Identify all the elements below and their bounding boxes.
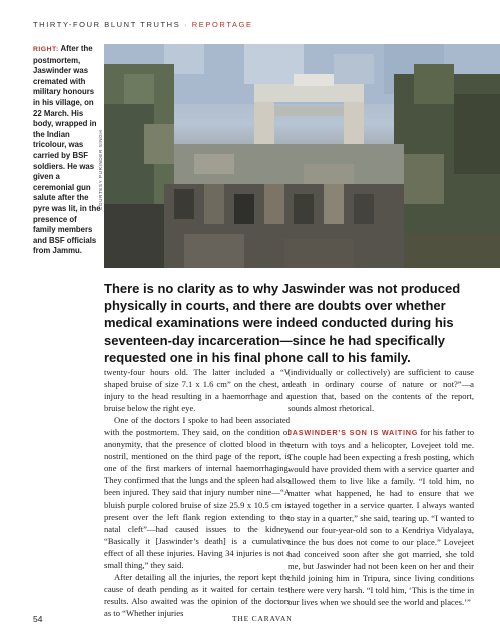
body-paragraph: (individually or collectively) are sufficient to cause death in ordinary course of nature or not?”—a question that, based on the contents of the report, sounds almost rhetorical.: [288, 367, 474, 414]
body-paragraph: After detailing all the injuries, the report kept the cause of death pending as it waited for certain test results. Also awaited was the opinion of the doctors as to “Whether injuries: [104, 571, 290, 618]
body-column-1: [104, 366, 290, 619]
caption-text: After the postmortem, Jaswinder was cremated with military honours in his village, on 22 March. His body, wrapped in the Indian tricolour, was carried by BSF soldiers. He was given a ceremonial gun salute after the pyre was lit, in the presence of family members and BSF officials from Jammu.: [33, 44, 101, 256]
body-paragraph: One of the doctors I spoke to had been associated with the postmortem. They said, on the condition of anonymity, that the presence of clotted blood in the nostril, mentioned on the third page of the report, is one of the first markers of internal haemorrhaging. They confirmed that the lungs and the spleen had also been injured. They said that injury number nine—“A bluish purple colored bruise of size 25.9 x 10.5 cm is present over the left flank region extending to the natal cleft”—had caused issues to the kidney. “Basically it [Jaswinder’s death] is a cumulative effect of all these injuries. Having 34 injuries is not a small thing,” they said.: [104, 415, 290, 570]
running-head: [33, 20, 253, 29]
section-lead-in: JASWINDER’S SON IS WAITING: [288, 428, 419, 438]
running-head-separator: ·: [180, 20, 192, 29]
section-paragraph-text: for his father to return with toys and a helicopter, Lovejeet told me. The couple had been expecting a fresh posting, which would have provided them with a service quarter and allowed them to live like a family. “I told him, no matter what happened, he had to ensure that we stayed together in a service quarter. I always wanted to stay in a quarter,” she said, tearing up. “I wanted to send our four-year-old son to a Kendriya Vidyalaya, since the bus does not come to our place.” Lovejeet had conceived soon after she got married, she told me, but Jaswinder had not been keen on her and their child joining him in Tripura, since living conditions there were very harsh. “I told him, ‘This is the time in our lives when we should see the world and places.’”: [288, 427, 474, 607]
body-column-2: [288, 366, 474, 608]
page-number: 54: [33, 614, 43, 624]
photo-caption: [33, 44, 101, 257]
body-paragraph: twenty-four hours old. The latter included a “V shaped bruise of size 7.1 x 1.6 cm” on the chest, an injury to the head resulting in a haemorrhage and a bruise below the right eye.: [104, 367, 290, 414]
running-head-section: REPORTAGE: [191, 20, 253, 29]
pull-quote: There is no clarity as to why Jaswinder was not produced physically in courts, and there are doubts over whether medical examinations were indeed conducted during his seventeen-day incarceration—since he had specifically requested one in his final phone call to his family.: [104, 281, 461, 365]
caption-lead: RIGHT:: [33, 46, 59, 53]
section-paragraph: [288, 426, 474, 608]
photo-pixelated-scene: [104, 44, 500, 268]
cremation-photo: [104, 44, 500, 268]
photo-credit: COURTESY PURINDER SINGH: [98, 129, 103, 210]
magazine-name: THE CARAVAN: [232, 614, 293, 623]
running-head-title: THIRTY-FOUR BLUNT TRUTHS: [33, 20, 181, 29]
